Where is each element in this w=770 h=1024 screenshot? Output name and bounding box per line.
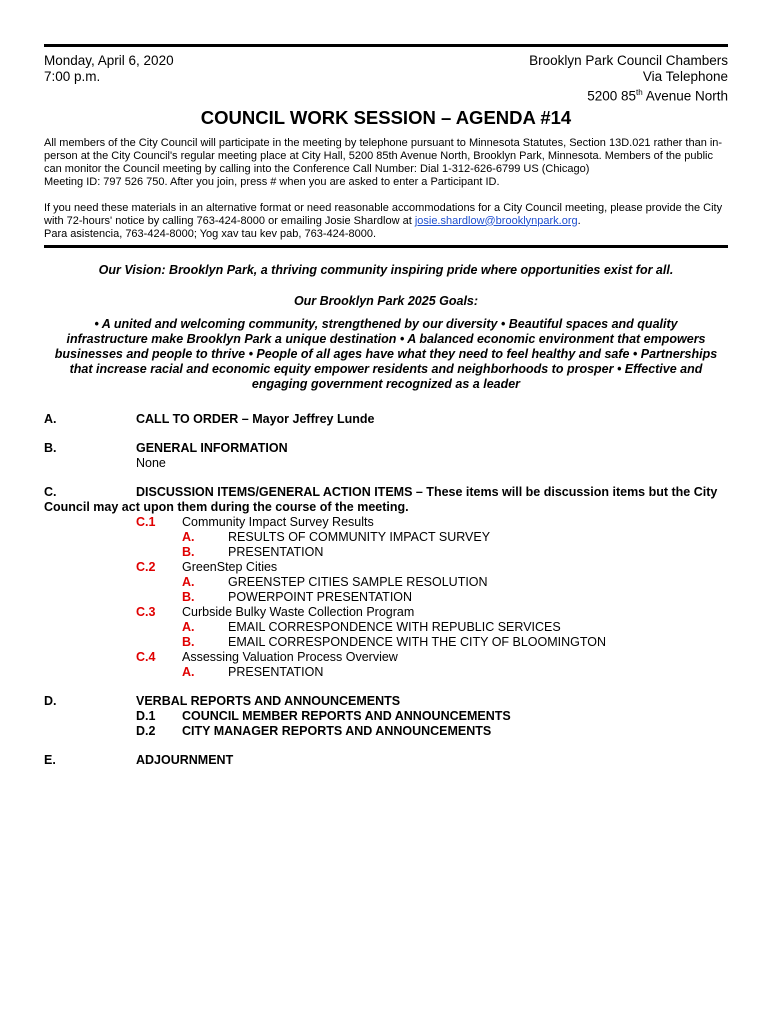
section-letter: E. xyxy=(44,752,56,767)
meeting-id-text: Meeting ID: 797 526 750. After you join, press # when you are asked to enter a Participant ID. xyxy=(44,175,500,188)
item-title[interactable]: Community Impact Survey Results xyxy=(182,514,374,529)
item-title: COUNCIL MEMBER REPORTS AND ANNOUNCEMENTS xyxy=(182,708,511,723)
agenda-item-c2 xyxy=(44,560,728,605)
attachment-link[interactable]: RESULTS OF COMMUNITY IMPACT SURVEY xyxy=(228,529,491,544)
section-title: ADJOURNMENT xyxy=(136,752,234,767)
page-title: COUNCIL WORK SESSION – AGENDA #14 xyxy=(200,106,572,128)
address-sup: th xyxy=(636,88,643,97)
agenda-item-d2 xyxy=(44,724,728,739)
section-title: VERBAL REPORTS AND ANNOUNCEMENTS xyxy=(136,693,401,708)
agenda-item-c1 xyxy=(44,515,728,560)
item-number: C.1 xyxy=(136,514,156,529)
section-e xyxy=(44,753,728,768)
section-a xyxy=(44,412,728,427)
section-title: CALL TO ORDER – Mayor Jeffrey Lunde xyxy=(136,411,375,426)
section-b xyxy=(44,441,728,471)
accessibility-paragraph xyxy=(44,202,728,241)
intro-paragraph xyxy=(44,137,728,189)
attachment-link[interactable]: EMAIL CORRESPONDENCE WITH THE CITY OF BLOOMINGTON xyxy=(228,634,607,649)
attachment-link[interactable]: PRESENTATION xyxy=(228,664,324,679)
item-number: C.2 xyxy=(136,559,156,574)
attachment-link[interactable]: EMAIL CORRESPONDENCE WITH REPUBLIC SERVICES xyxy=(228,619,561,634)
attachment-letter: B. xyxy=(182,634,195,649)
item-title: CITY MANAGER REPORTS AND ANNOUNCEMENTS xyxy=(182,723,492,738)
attachment-link[interactable]: PRESENTATION xyxy=(228,544,324,559)
agenda-page xyxy=(44,44,728,768)
attachment-link[interactable]: POWERPOINT PRESENTATION xyxy=(228,589,413,604)
section-title: GENERAL INFORMATION xyxy=(136,440,288,455)
address-pre: 5200 85 xyxy=(587,88,637,104)
goals-text: • A united and welcoming community, strengthened by our diversity • Beautiful spaces and quality infrastructure make Brooklyn Park a unique destination • A balanced economic environment that empowers businesses and people to thrive • People of all ages have what they need to feel healthy and safe • Partnerships that increase racial and economic equity empower residents and neighborhoods to prosper • Effective and engaging government recognized as a leader xyxy=(54,316,718,391)
attachment-letter: A. xyxy=(182,619,195,634)
section-letter: B. xyxy=(44,440,57,455)
agenda-item-c4 xyxy=(44,650,728,680)
agenda-item-c3 xyxy=(44,605,728,650)
attachment-letter: A. xyxy=(182,529,195,544)
item-number: C.3 xyxy=(136,604,156,619)
accessibility-end: . xyxy=(577,214,581,227)
attachment-letter: B. xyxy=(182,544,195,559)
accessibility-text: If you need these materials in an alternative format or need reasonable accommodations for a City Council meeting, please provide the City with 72-hours' notice by calling 763-424-8000 or emailing Josie Shardlow at xyxy=(44,201,723,227)
item-title[interactable]: GreenStep Cities xyxy=(182,559,278,574)
address-post: Avenue North xyxy=(642,88,728,104)
header-left xyxy=(44,53,174,105)
header xyxy=(44,53,728,105)
item-number: D.1 xyxy=(136,708,156,723)
section-title xyxy=(44,485,728,515)
item-number: C.4 xyxy=(136,649,156,664)
meeting-location: Brooklyn Park Council Chambers xyxy=(529,53,728,68)
section-letter: A. xyxy=(44,411,57,426)
bottom-rule xyxy=(44,245,728,248)
vision-statement: Our Vision: Brooklyn Park, a thriving community inspiring pride where opportunities exist for all. xyxy=(98,262,674,277)
agenda-item-d1 xyxy=(44,709,728,724)
item-title[interactable]: Assessing Valuation Process Overview xyxy=(182,649,398,664)
meeting-time: 7:00 p.m. xyxy=(44,69,101,84)
attachment-letter: B. xyxy=(182,589,195,604)
assistance-text: Para asistencia, 763-424-8000; Yog xav tau kev pab, 763-424-8000. xyxy=(44,227,377,240)
header-right xyxy=(529,53,728,105)
section-letter: C. xyxy=(44,484,57,499)
section-title-text: DISCUSSION ITEMS/GENERAL ACTION ITEMS – These items will be discussion items but the City Council may act upon them during the course of the meeting. xyxy=(44,484,718,514)
top-rule xyxy=(44,44,728,47)
meeting-via: Via Telephone xyxy=(642,69,728,84)
meeting-address xyxy=(529,85,728,105)
attachment-link[interactable]: GREENSTEP CITIES SAMPLE RESOLUTION xyxy=(228,574,488,589)
attachment-letter: A. xyxy=(182,574,195,589)
meeting-date: Monday, April 6, 2020 xyxy=(44,53,174,68)
goals-heading: Our Brooklyn Park 2025 Goals: xyxy=(293,293,479,308)
section-letter: D. xyxy=(44,693,57,708)
section-note: None xyxy=(136,455,166,470)
attachment-letter: A. xyxy=(182,664,195,679)
item-title[interactable]: Curbside Bulky Waste Collection Program xyxy=(182,604,415,619)
intro-block xyxy=(44,137,728,241)
intro-text: All members of the City Council will participate in the meeting by telephone pursuant to Minnesota Statutes, Section 13D.021 rather than in-person at the City Council's regular meeting place at City Hall, 5200 85th Avenue North, Brooklyn Park, Minnesota. Members of the public can monitor the Council meeting by calling into the Conference Call Number: Dial 1-312-626-6799 US (Chicago) xyxy=(44,136,723,175)
email-link[interactable]: josie.shardlow@brooklynpark.org xyxy=(414,214,578,227)
section-c xyxy=(44,485,728,680)
section-d xyxy=(44,694,728,739)
item-number: D.2 xyxy=(136,723,156,738)
